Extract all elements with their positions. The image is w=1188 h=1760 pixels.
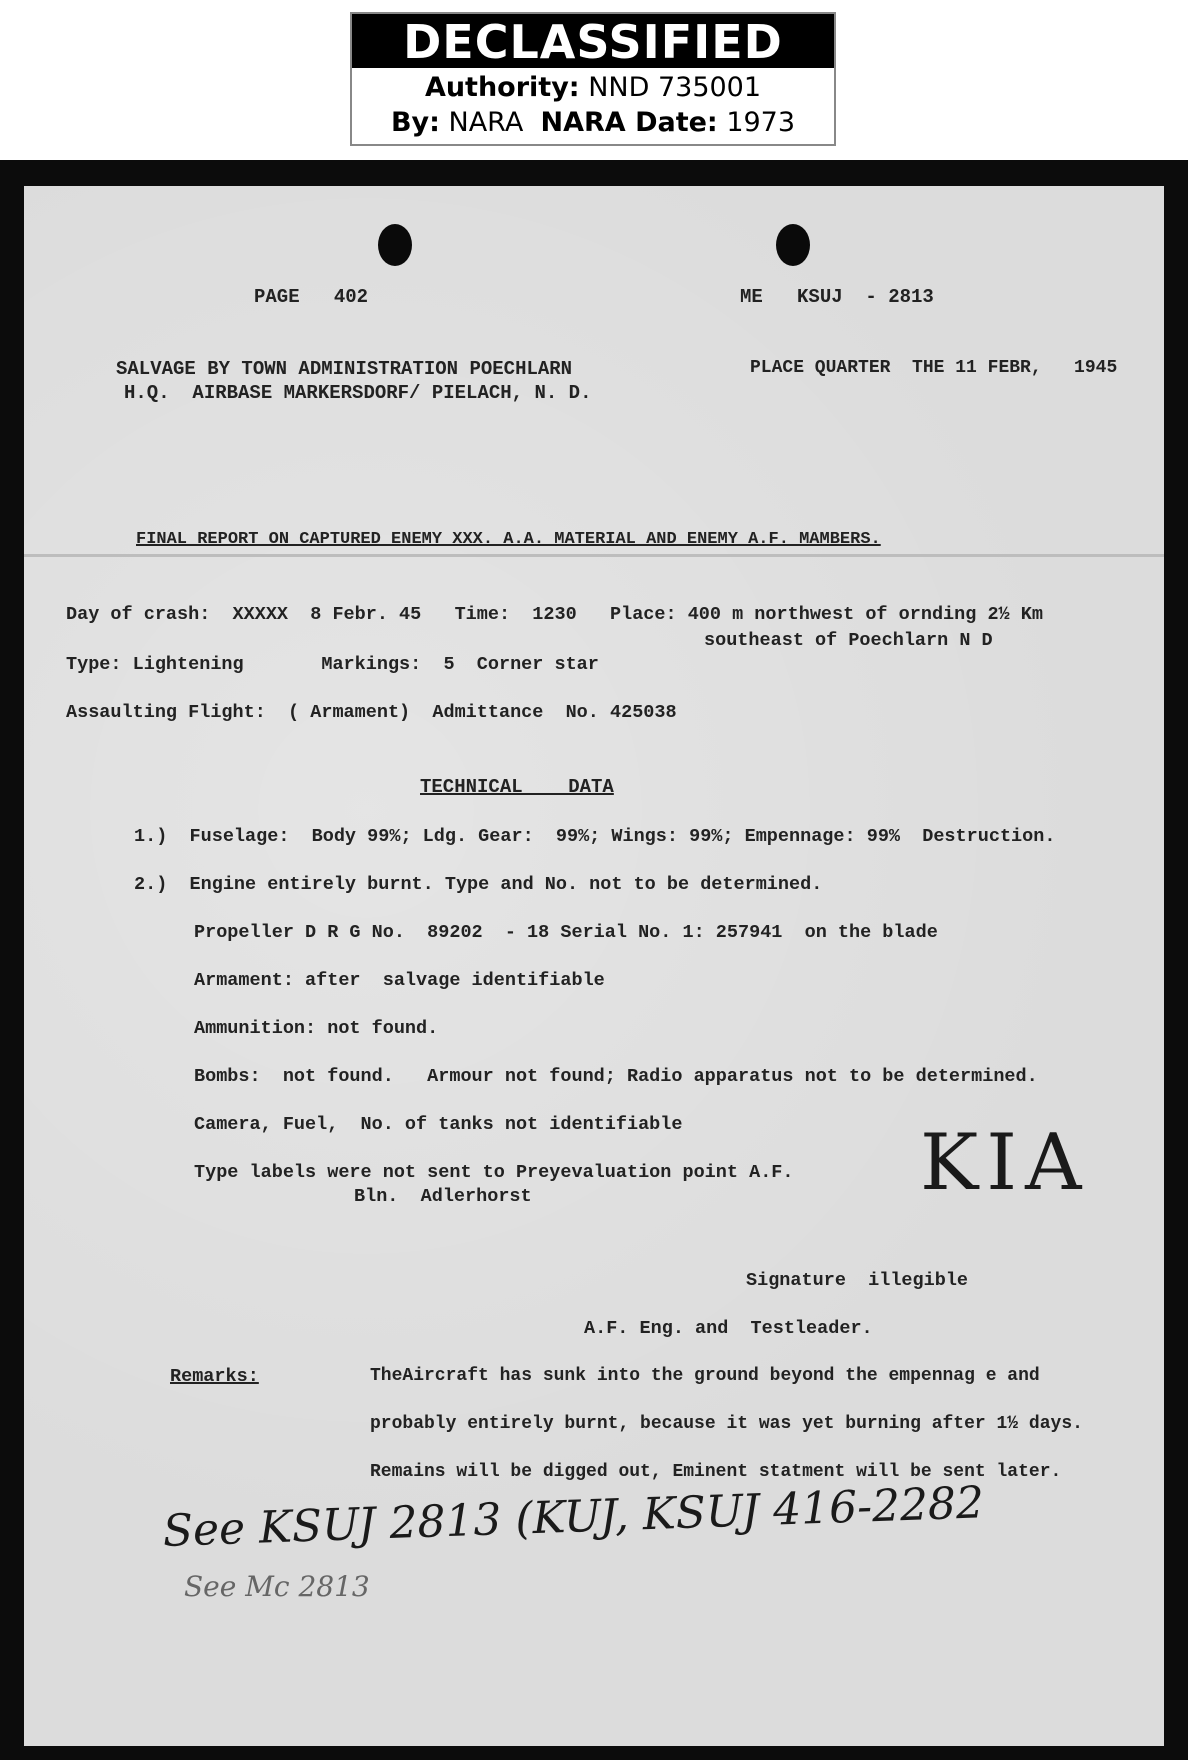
stamp-by-label: By: <box>390 107 440 138</box>
propeller-line: Propeller D R G No. 89202 - 18 Serial No. 1: 257941 on the blade <box>194 922 938 943</box>
camera-line: Camera, Fuel, No. of tanks not identifiable <box>194 1114 683 1135</box>
stamp-by-value: NARA <box>448 107 524 138</box>
handwritten-reference-1: See KSUJ 2813 (KUJ, KSUJ 416-2282 <box>162 1477 985 1557</box>
aircraft-type-line: Type: Lightening Markings: 5 Corner star <box>66 654 599 675</box>
kia-handwritten: KIA <box>920 1118 1090 1208</box>
type-labels-line-2: Bln. Adlerhorst <box>354 1186 532 1207</box>
sender-line-2: H.Q. AIRBASE MARKERSDORF/ PIELACH, N. D. <box>124 382 592 404</box>
assaulting-flight-line: Assaulting Flight: ( Armament) Admittance No. 425038 <box>66 702 677 723</box>
punch-hole-right <box>776 224 810 266</box>
remarks-line-3: Remains will be digged out, Eminent statment will be sent later. <box>370 1462 1062 1482</box>
report-title: FINAL REPORT ON CAPTURED ENEMY XXX. A.A. MATERIAL AND ENEMY A.F. MAMBERS. <box>136 530 881 549</box>
stamp-title: DECLASSIFIED <box>352 14 834 68</box>
handwritten-reference-2: See Mc 2813 <box>184 1570 370 1603</box>
crash-place-cont: southeast of Poechlarn N D <box>704 630 993 651</box>
technical-item-1: 1.) Fuselage: Body 99%; Ldg. Gear: 99%; Wings: 99%; Empennage: 99% Destruction. <box>134 826 1056 847</box>
paper-fold <box>24 554 1164 557</box>
bombs-line: Bombs: not found. Armour not found; Radio apparatus not to be determined. <box>194 1066 1038 1087</box>
stamp-authority <box>352 72 834 103</box>
ammunition-line: Ammunition: not found. <box>194 1018 439 1039</box>
signature-line: Signature illegible <box>746 1270 969 1291</box>
page-number: PAGE 402 <box>254 286 369 308</box>
stamp-authority-label: Authority: <box>424 72 580 103</box>
place-date: PLACE QUARTER THE 11 FEBR, 1945 <box>750 358 1118 378</box>
remarks-label: Remarks: <box>170 1366 259 1387</box>
stamp-date-value: 1973 <box>726 107 796 138</box>
remarks-line-1: TheAircraft has sunk into the ground beyond the empennag e and <box>370 1366 1040 1386</box>
stamp-by <box>352 107 834 138</box>
crash-day-line: Day of crash: XXXXX 8 Febr. 45 Time: 1230 Place: 400 m northwest of ornding 2½ Km <box>66 604 1043 625</box>
remarks-line-2: probably entirely burnt, because it was yet burning after 1½ days. <box>370 1414 1083 1434</box>
armament-line: Armament: after salvage identifiable <box>194 970 605 991</box>
engineer-line: A.F. Eng. and Testleader. <box>584 1318 873 1339</box>
declassified-stamp <box>350 12 836 146</box>
reference-number: ME KSUJ - 2813 <box>740 286 934 308</box>
document-page <box>24 186 1164 1746</box>
stamp-date-label: NARA Date: <box>540 107 718 138</box>
punch-hole-left <box>378 224 412 266</box>
type-labels-line-1: Type labels were not sent to Preyevaluation point A.F. <box>194 1162 794 1183</box>
technical-item-2: 2.) Engine entirely burnt. Type and No. not to be determined. <box>134 874 823 895</box>
technical-data-heading: TECHNICAL DATA <box>420 776 614 798</box>
sender-line-1: SALVAGE BY TOWN ADMINISTRATION POECHLARN <box>116 358 573 380</box>
stamp-authority-value: NND 735001 <box>588 72 762 103</box>
